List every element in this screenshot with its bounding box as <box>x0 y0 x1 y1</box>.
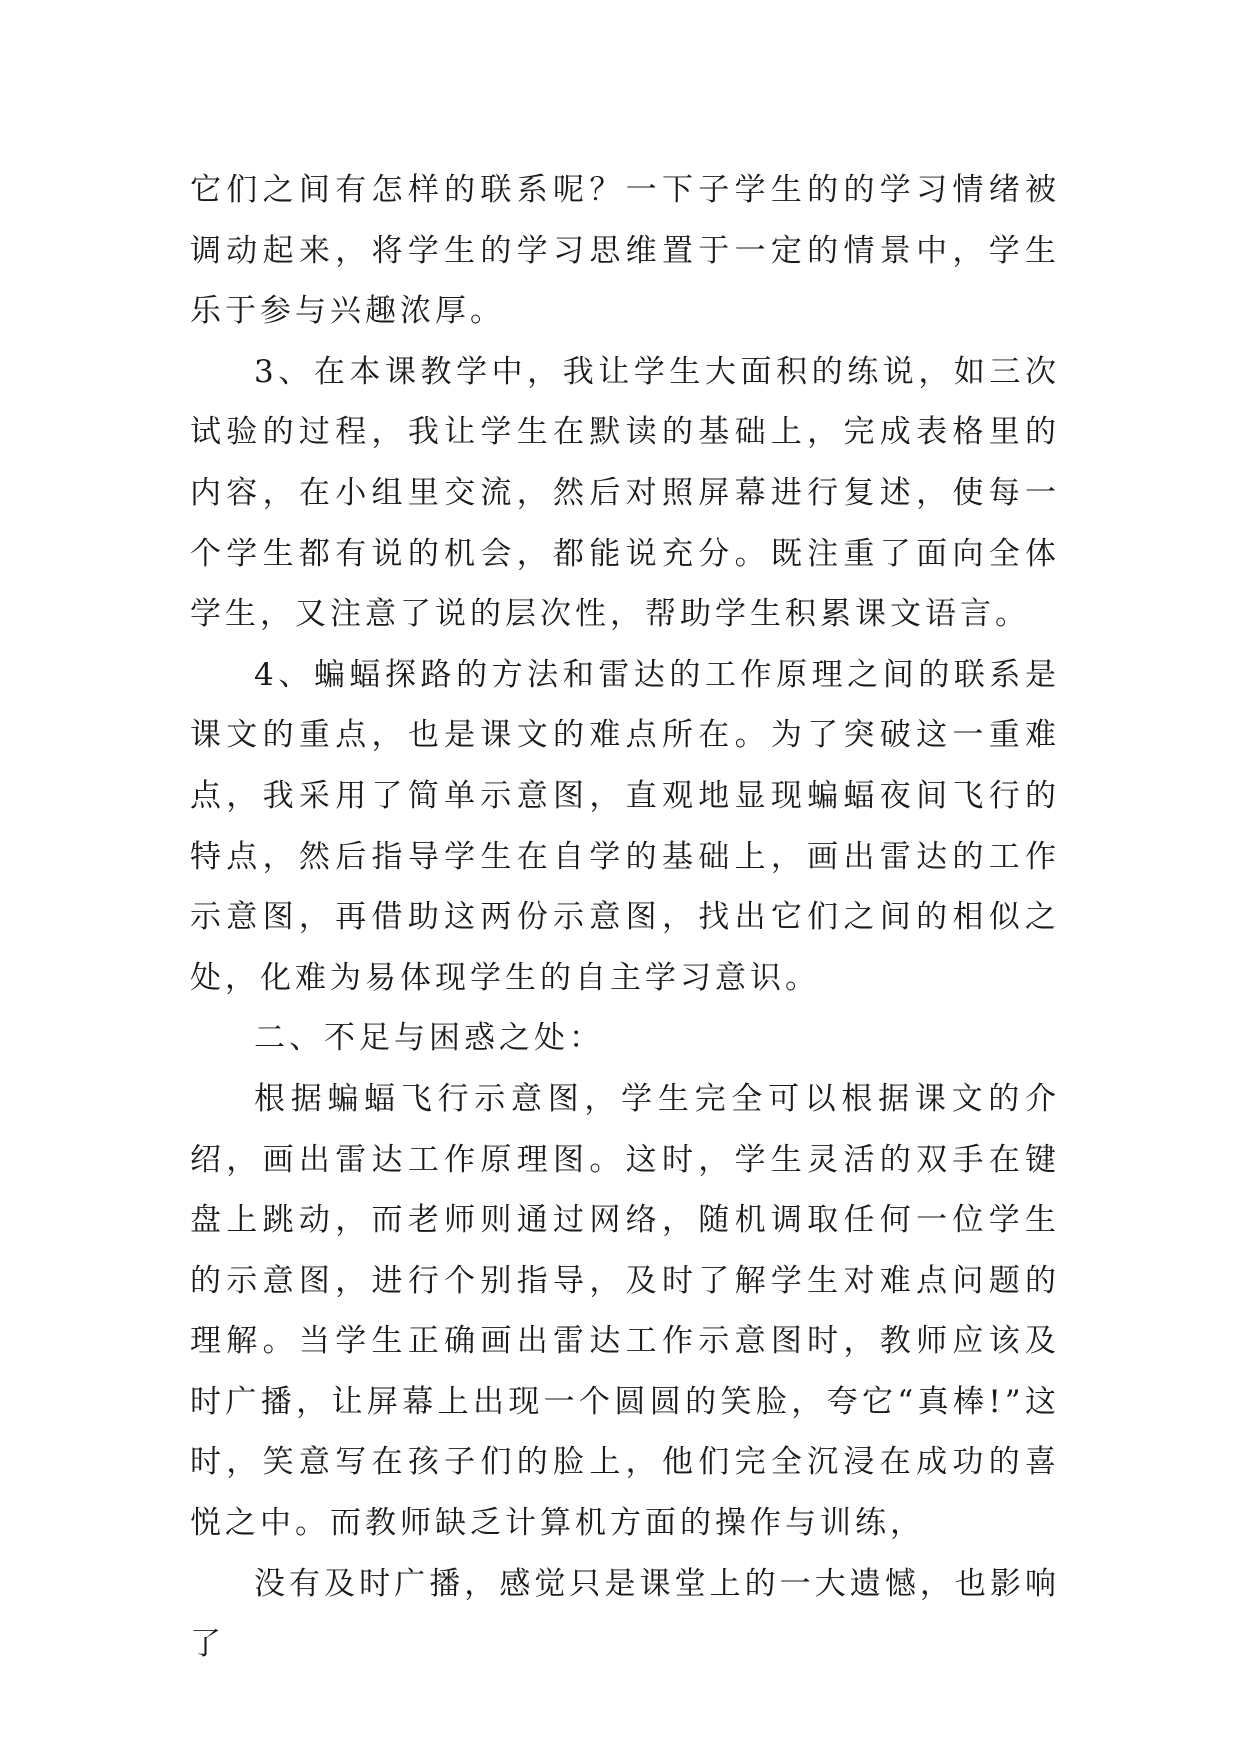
document-body <box>190 160 1060 1675</box>
paragraph-point-4: 4、蝙蝠探路的方法和雷达的工作原理之间的联系是课文的重点，也是课文的难点所在。为了突破这一重难点，我采用了简单示意图，直观地显现蝙蝠夜间飞行的特点，然后指导学生在自学的基础上，画出雷达的工作示意图，再借助这两份示意图，找出它们之间的相似之处，化难为易体现学生的自主学习意识。 <box>190 656 1060 996</box>
paragraph-shortcomings: 根据蝙蝠飞行示意图，学生完全可以根据课文的介绍，画出雷达工作原理图。这时，学生灵活的双手在键盘上跳动，而老师则通过网络，随机调取任何一位学生的示意图，进行个别指导，及时了解学生对难点问题的理解。当学生正确画出雷达工作示意图时，教师应该及时广播，让屏幕上出现一个圆圆的笑脸，夸它“真棒!”这时，笑意写在孩子们的脸上，他们完全沉浸在成功的喜悦之中。而教师缺乏计算机方面的操作与训练， <box>190 1080 1060 1542</box>
paragraph-continuation: 它们之间有怎样的联系呢？一下子学生的的学习情绪被调动起来，将学生的学习思维置于一定的情景中，学生乐于参与兴趣浓厚。 <box>190 172 1060 330</box>
section-heading-shortcomings: 二、不足与困惑之处： <box>254 1020 604 1057</box>
paragraph-point-3: 3、在本课教学中，我让学生大面积的练说，如三次试验的过程，我让学生在默读的基础上，完成表格里的内容，在小组里交流，然后对照屏幕进行复述，使每一个学生都有说的机会，都能说充分。既注重了面向全体学生，又注意了说的层次性，帮助学生积累课文语言。 <box>190 353 1060 633</box>
paragraph-regret: 没有及时广播，感觉只是课堂上的一大遗憾，也影响了 <box>190 1565 1060 1663</box>
